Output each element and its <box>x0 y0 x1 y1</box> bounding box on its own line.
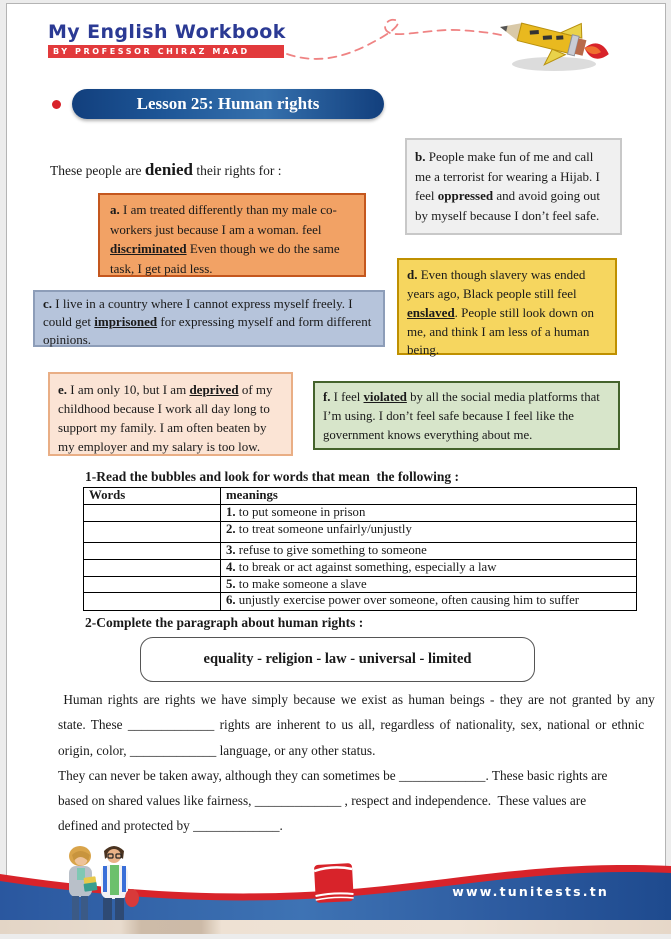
bubble-a: a. I am treated differently than my male co-workers just because I am a woman. feel discriminated Even though we do the same task, I get paid less. <box>98 193 366 277</box>
rocket-pencil-icon <box>492 14 612 91</box>
gap-fill-paragraph <box>58 692 655 844</box>
word-bank-words: equality - religion - law - universal - limited <box>203 651 472 667</box>
meaning-cell: 5. to make someone a slave <box>221 577 637 593</box>
bubble-f: f. I feel violated by all the social media platforms that I’m using. I don’t feel safe because I feel like the government knows everything about me. <box>313 381 620 450</box>
logo <box>48 22 298 58</box>
words-cell <box>84 543 221 560</box>
website-url: www.tunitests.tn <box>452 884 609 899</box>
table-header-row <box>84 488 637 505</box>
paragraph-line: defined and protected by _____________. <box>58 818 283 834</box>
intro-line: These people are denied their rights for : <box>50 160 282 179</box>
table-row <box>84 593 637 611</box>
header-words: Words <box>84 488 221 505</box>
paragraph-line: Human rights are rights we have simply because we exist as human beings - they are not granted by any <box>58 692 655 707</box>
table-row <box>84 505 637 522</box>
keyword-violated: violated <box>363 390 407 404</box>
lesson-title: Lesson 25: Human rights <box>136 94 320 113</box>
bubble-d: d. Even though slavery was ended years ago, Black people still feel enslaved. People still look down on me, and think I am less of a human being. <box>397 258 617 355</box>
keyword-enslaved: enslaved <box>407 304 455 320</box>
keyword-deprived: deprived <box>189 382 239 397</box>
table-row <box>84 522 637 543</box>
paragraph-line: They can never be taken away, although they can sometimes be _____________. These basic rights are <box>58 767 608 783</box>
table-row <box>84 560 637 577</box>
paragraph-line: based on shared values like fairness, _____________ , respect and independence. These values are <box>58 793 587 809</box>
words-meanings-table <box>83 487 637 611</box>
table-row <box>84 577 637 593</box>
bubble-e: e. I am only 10, but I am deprived of my childhood because I work all day long to support my family. I am often beaten by my employer and my salary is too low. <box>48 372 293 456</box>
words-cell <box>84 522 221 543</box>
table-row <box>84 543 637 560</box>
bullet-dot <box>52 100 61 109</box>
bubble-b: b. People make fun of me and call me a terrorist for wearing a Hijab. I feel oppressed and avoid going out by myself because I don’t feel safe. <box>405 138 622 235</box>
meaning-cell: 4. to break or act against something, especially a law <box>221 560 637 577</box>
exercise1-title: 1-Read the bubbles and look for words that mean the following : <box>85 469 460 484</box>
desk-strip <box>0 920 671 934</box>
keyword-oppressed: oppressed <box>437 188 494 203</box>
logo-title: My English Workbook <box>48 21 286 43</box>
red-book-icon <box>313 861 355 910</box>
keyword-discriminated: discriminated <box>110 241 187 256</box>
meaning-cell: 6. unjustly exercise power over someone, often causing him to suffer <box>221 593 637 611</box>
paragraph-line: state. These _____________ rights are inherent to us all, regardless of nationality, sex, national or ethnic <box>58 717 645 733</box>
words-cell <box>84 560 221 577</box>
dashed-path-decoration <box>282 12 507 79</box>
paragraph-line: origin, color, _____________ language, or any other status. <box>58 742 376 758</box>
words-cell <box>84 577 221 593</box>
logo-subtitle: BY PROFESSOR CHIRAZ MAAD <box>48 45 284 58</box>
meaning-cell: 2. to treat someone unfairly/unjustly <box>221 522 637 543</box>
words-cell <box>84 505 221 522</box>
word-bank-box <box>140 637 535 682</box>
meaning-cell: 1. to put someone in prison <box>221 505 637 522</box>
intro-keyword: denied <box>144 160 194 179</box>
exercise2-title: 2-Complete the paragraph about human rights : <box>85 615 364 630</box>
meaning-cell: 3. refuse to give something to someone <box>221 543 637 560</box>
header-meanings: meanings <box>221 488 637 505</box>
bubble-c: c. I live in a country where I cannot express myself freely. I could get imprisoned for expressing myself and form different opinions. <box>33 290 385 347</box>
lesson-title-banner <box>72 89 384 119</box>
words-cell <box>84 593 221 611</box>
keyword-imprisoned: imprisoned <box>94 314 158 330</box>
